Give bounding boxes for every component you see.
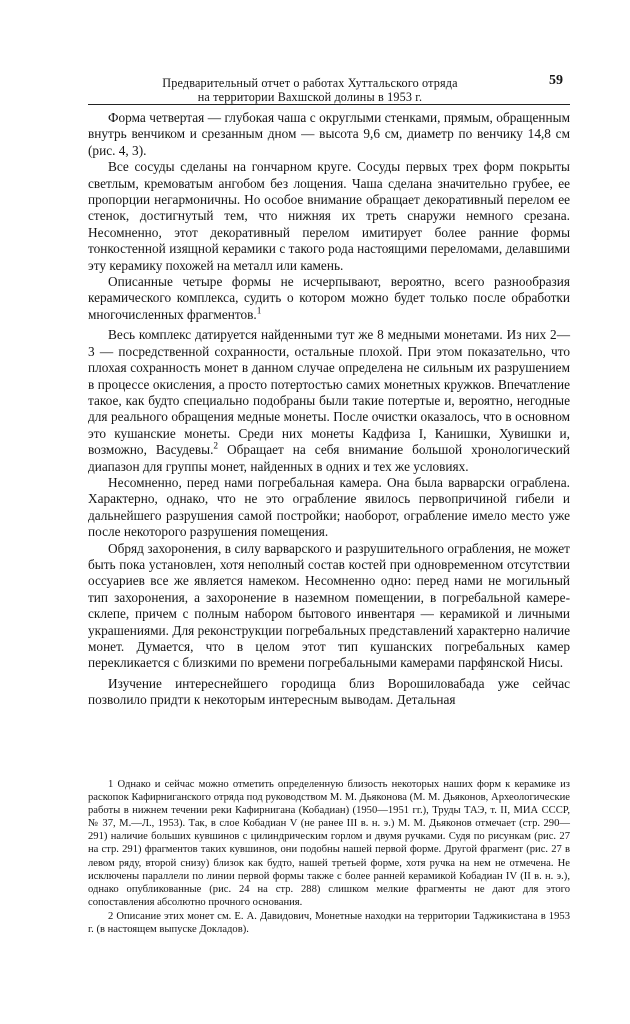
paragraph-vessels: Все сосуды сделаны на гончарном круге. Сосуды первых трех форм покрыты светлым, кремоватым ангобом без лощения. Чаша сделана значительно грубее, ее пропорции негармоничны. Но особое внимание обращает декоративный перелом ее стенок, достигнутый тем, что нижняя их треть снаружи немного срезана. Несомненно, этот декоративный перелом имитирует более ранние формы тонкостенной изящной керамики с такого рода настоящими переломами, делавшими эту керамику похожей на металл или камень. (88, 159, 570, 273)
paragraph-coins-text: Весь комплекс датируется найденными тут же 8 медными монетами. Из них 2—3 — посредственной сохранности, остальные плохой. При этом показательно, что плохая сохранность монет в данном случае определена не сильным их разрушением в процессе окисления, а просто потертостью самих монетных кружков. Впечатление такое, как будто специально подобраны были такие потертые и, вероятно, негодные для реального обращения медные монеты. После очистки оказалось, что в основном это кушанские монеты. Среди них монеты Кадфиза I, Канишки, Хувишки и, возможно, Васудевы. (88, 327, 570, 458)
running-header-line-2: на территории Вахшской долины в 1953 г. (197, 90, 423, 104)
paragraph-settlement-study: Изучение интереснейшего городища близ Ворошиловабада уже сейчас позволило придти к некоторым интересным выводам. Детальная (88, 675, 570, 708)
footnote-ref-1: 1 (256, 306, 262, 317)
footnote-ref-2: 2 (213, 441, 219, 452)
paragraph-forms-summary-text: Описанные четыре формы не исчерпывают, вероятно, всего разнообразия керамического комплекса, судить о котором можно будет только после обработки многочисленных фрагментов. (88, 274, 570, 322)
paragraph-coins-text-rest: Обращает на себя внимание большой хронологический диапазон для группы монет, найденных в одних и тех же условиях. (88, 442, 570, 474)
footnote-1: 1 Однако и сейчас можно отметить определенную близость некоторых наших форм к керамике из раскопок Кафирниганского отряда под руководством М. М. Дьяконова (М. М. Дьяконов, Археологические работы в нижнем течении реки Кафирнигана (Кобадиан) (1950—1951 гг.), Труды ТАЭ, т. II, МИА СССР, № 37, М.—Л., 1953). Так, в слое Кобадиан V (не ранее III в. н. э.) М. М. Дьяконов отмечает (стр. 290—291) наличие больших кувшинов с цилиндрическим горлом и двумя ручками. Судя по рисункам (рис. 27 на стр. 291) фрагментов таких кувшинов, они подобны нашей первой форме. Другой фрагмент (рис. 27 в левом ряду, второй снизу) близок как будто, нашей третьей форме, хотя ручка на нем не отмечена. Не исключены параллели по линии первой формы также с более ранней керамикой Кобадиан IV (II в. н. э.), однако опубликованные (рис. 24 на стр. 288) слишком мелкие фрагменты не дают для этого сопоставления абсолютно прочного основания. (88, 779, 570, 908)
paragraph-coins (88, 327, 570, 475)
header-rule (88, 104, 570, 105)
footnote-2: 2 Описание этих монет см. Е. А. Давидович, Монетные находки на территории Таджикистана в 1953 г. (в настоящем выпуске Докладов). (88, 910, 570, 936)
page-number: 59 (549, 73, 563, 88)
paragraph-form-four: Форма четвертая — глубокая чаша с округлыми стенками, прямым, обращенным внутрь венчиком и срезанным дном — высота 9,6 см, диаметр по венчику 14,8 см (рис. 4, 3). (88, 110, 570, 158)
paragraph-forms-summary (88, 274, 570, 323)
running-header-line-1: Предварительный отчет о работах Хуттальского отряда (162, 76, 458, 90)
footnotes (88, 778, 570, 936)
body-text (88, 110, 570, 709)
paragraph-burial-rite: Обряд захоронения, в силу варварского и разрушительного ограбления, не может быть пока установлен, хотя неполный состав костей при одновременном отсутствии оссуариев все же является намеком. Несомненно одно: перед нами не могильный тип захоронения, а захоронение в наземном помещении, в погребальной камере-склепе, причем с полным набором бытового инвентаря — керамикой и личными украшениями. Для реконструкции погребальных представлений характерно наличие монет. Думается, что в целом этот тип кушанских погребальных камер перекликается с близкими по времени погребальными камерами парфянской Нисы. (88, 540, 570, 671)
running-header (90, 76, 530, 104)
paragraph-burial-chamber: Несомненно, перед нами погребальная камера. Она была варварски ограблена. Характерно, однако, что не это ограбление явилось первопричиной гибели и дальнейшего разрушения самой постройки; наоборот, ограбление имело место уже после некоторого разрушения помещения. (88, 474, 570, 540)
